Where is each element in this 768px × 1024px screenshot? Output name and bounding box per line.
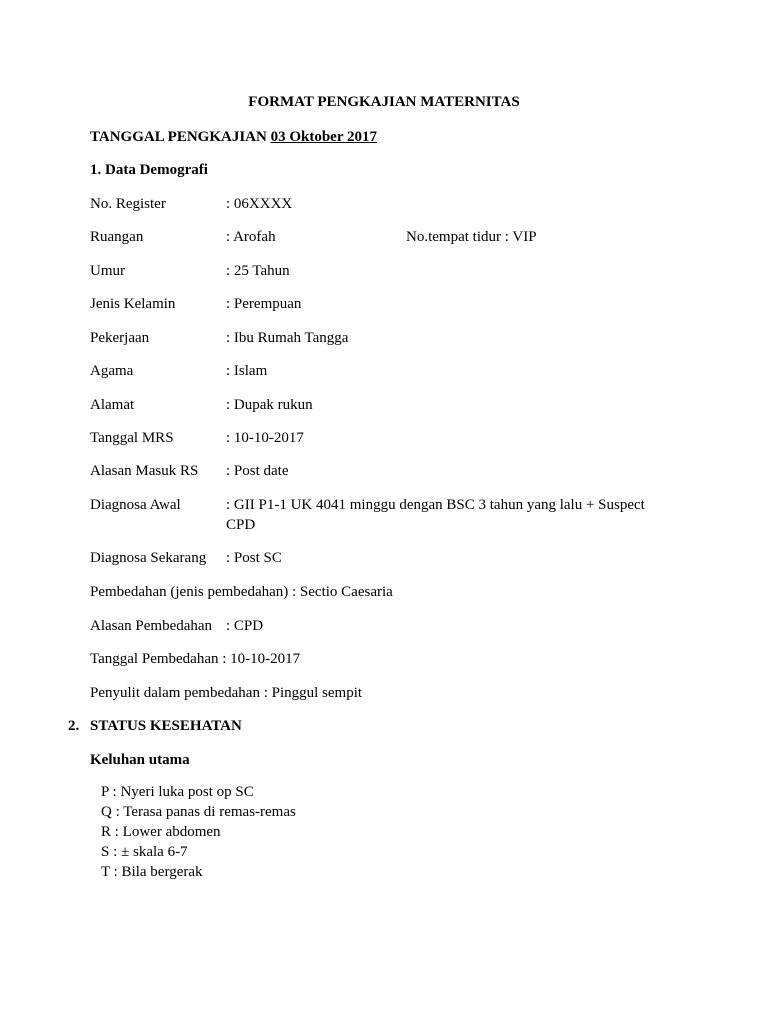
field-value: : 10-10-2017 <box>226 430 304 446</box>
main-complaint-heading: Keluhan utama <box>90 752 190 768</box>
assessment-date-line <box>90 127 377 147</box>
field-value: : GII P1-1 UK 4041 minggu dengan BSC 3 tahun yang lalu + Suspect CPD <box>226 497 645 533</box>
field-label: Tanggal Pembedahan <box>90 651 219 667</box>
field-value: : 06XXXX <box>226 196 293 212</box>
section-health-status-heading <box>68 716 242 736</box>
field-label: Diagnosa Sekarang <box>90 550 207 566</box>
field-label: Alasan Masuk RS <box>90 463 199 479</box>
field-value: : Islam <box>226 363 268 379</box>
surgery-date-line <box>90 649 300 669</box>
field-label: Diagnosa Awal <box>90 497 181 513</box>
field-value: : Dupak rukun <box>226 397 313 413</box>
surgery-type-line: Pembedahan (jenis pembedahan) : Sectio Caesaria <box>90 584 393 600</box>
field-label: Alamat <box>90 397 135 413</box>
field-value: : Perempuan <box>226 296 302 312</box>
field-label: Umur <box>90 263 125 279</box>
bed-number-field: No.tempat tidur : VIP <box>406 229 537 245</box>
section-demographic-heading <box>90 160 208 180</box>
list-item: S : ± skala 6-7 <box>101 844 188 860</box>
field-value: : 25 Tahun <box>226 263 290 279</box>
section-number: 1. <box>90 162 102 178</box>
assessment-date-value: 03 Oktober 2017 <box>270 129 377 145</box>
field-label: Ruangan <box>90 229 144 245</box>
surgery-complication-line: Penyulit dalam pembedahan : Pinggul sempit <box>90 685 363 701</box>
field-value: : Ibu Rumah Tangga <box>226 330 349 346</box>
field-value: : CPD <box>226 618 264 634</box>
field-label: Agama <box>90 363 134 379</box>
field-label: Alasan Pembedahan <box>90 618 213 634</box>
section-number: 2. <box>68 718 80 734</box>
field-label: Pekerjaan <box>90 330 150 346</box>
section-title: STATUS KESEHATAN <box>90 718 242 734</box>
field-value: : Arofah <box>226 229 276 245</box>
section-title: Data Demografi <box>105 162 208 178</box>
field-value: : Post date <box>226 463 289 479</box>
list-item: R : Lower abdomen <box>101 824 221 840</box>
pqrst-list <box>101 782 296 882</box>
field-label: Tanggal MRS <box>90 430 174 446</box>
list-item: Q : Terasa panas di remas-remas <box>101 804 296 820</box>
document-title: FORMAT PENGKAJIAN MATERNITAS <box>248 94 520 110</box>
field-label: No. Register <box>90 196 166 212</box>
assessment-date-label: TANGGAL PENGKAJIAN <box>90 129 267 145</box>
list-item: P : Nyeri luka post op SC <box>101 784 254 800</box>
field-value: : Post SC <box>226 550 282 566</box>
field-label: Jenis Kelamin <box>90 296 176 312</box>
list-item: T : Bila bergerak <box>101 864 203 880</box>
field-value: : 10-10-2017 <box>222 651 301 667</box>
